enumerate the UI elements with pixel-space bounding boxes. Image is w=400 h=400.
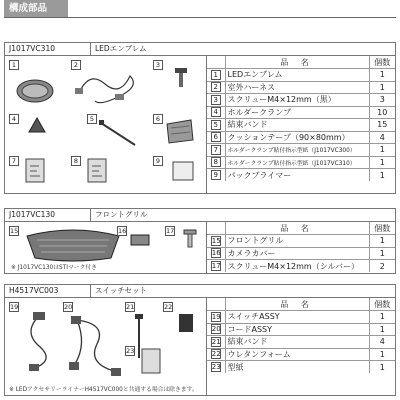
section-header bbox=[5, 285, 395, 298]
label-box: 22 bbox=[164, 303, 173, 311]
table-row bbox=[207, 131, 395, 144]
item-qty: 3 bbox=[369, 94, 395, 107]
note-text: ※ LEDアクセサリーライナーH4517VC000と共通する場合は除きます。 bbox=[9, 387, 198, 393]
item-name: カメラカバー bbox=[225, 247, 369, 260]
parts-list bbox=[207, 298, 395, 395]
table-row bbox=[207, 247, 395, 260]
item-no: 15 bbox=[211, 236, 221, 245]
table-row bbox=[207, 348, 395, 361]
item-name: パックプライマー bbox=[227, 170, 292, 180]
item-name: 型紙 bbox=[227, 362, 244, 372]
part-code: J1017VC310 bbox=[5, 43, 91, 55]
parts-table bbox=[207, 56, 395, 181]
table-row bbox=[207, 311, 395, 324]
table-row bbox=[207, 69, 395, 82]
col-qty: 個数 bbox=[369, 222, 395, 235]
label-box: 16 bbox=[118, 227, 127, 235]
item-qty: 1 bbox=[369, 348, 395, 361]
item-name: スイッチASSY bbox=[225, 311, 369, 324]
label-box: 1 bbox=[9, 60, 19, 70]
parts-table bbox=[207, 222, 395, 272]
table-row bbox=[207, 361, 395, 374]
table-row bbox=[207, 169, 395, 182]
label-box: 2 bbox=[71, 60, 81, 70]
part-group-name: LEDエンブレム bbox=[95, 44, 147, 53]
harness-drawing bbox=[75, 66, 145, 106]
col-qty: 個数 bbox=[369, 298, 395, 311]
item-name: コードASSY bbox=[225, 323, 369, 336]
label-box: 9 bbox=[153, 156, 163, 166]
col-name: 品 名 bbox=[225, 56, 369, 69]
item-qty: 4 bbox=[369, 336, 395, 349]
item-name: クッションテープ（90×80mm） bbox=[225, 131, 369, 144]
cushion-tape-drawing bbox=[165, 118, 195, 144]
item-qty: 4 bbox=[369, 131, 395, 144]
cable-tie-drawing bbox=[99, 118, 139, 148]
switch-assy-drawing bbox=[19, 312, 59, 372]
label-box: 17 bbox=[166, 227, 175, 235]
col-no bbox=[207, 222, 225, 235]
item-qty: 15 bbox=[369, 119, 395, 132]
parts-illustration bbox=[5, 56, 207, 193]
led-emblem-drawing bbox=[15, 78, 55, 104]
screw-drawing bbox=[173, 68, 189, 90]
item-qty: 1 bbox=[369, 323, 395, 336]
item-no: 1 bbox=[211, 70, 221, 80]
table-row bbox=[207, 323, 395, 336]
col-name: 品 名 bbox=[225, 222, 369, 235]
label-box: 6 bbox=[153, 114, 163, 124]
label-box: 8 bbox=[71, 156, 81, 166]
table-row bbox=[207, 119, 395, 132]
col-name: 品 名 bbox=[225, 298, 369, 311]
template-drawing-a bbox=[25, 158, 47, 184]
table-row bbox=[207, 260, 395, 273]
front-grille-drawing bbox=[23, 228, 123, 262]
item-no: 5 bbox=[211, 120, 221, 130]
page-title: 構成部品 bbox=[4, 0, 68, 17]
part-group-name: フロントグリル bbox=[95, 210, 148, 219]
item-qty: 1 bbox=[369, 81, 395, 94]
item-name: フロントグリル bbox=[225, 235, 369, 248]
table-row bbox=[207, 81, 395, 94]
item-no: 7 bbox=[211, 145, 221, 155]
col-qty: 個数 bbox=[369, 56, 395, 69]
label-box: 4 bbox=[9, 114, 19, 124]
item-no: 2 bbox=[211, 82, 221, 92]
item-qty: 1 bbox=[369, 311, 395, 324]
item-no: 23 bbox=[211, 363, 221, 371]
item-qty: 1 bbox=[369, 169, 395, 182]
part-group-name: スイッチセット bbox=[95, 286, 148, 295]
item-name: 室外ハーネス bbox=[225, 81, 369, 94]
item-qty: 1 bbox=[369, 247, 395, 260]
parts-list bbox=[207, 56, 395, 193]
item-qty: 1 bbox=[369, 156, 395, 169]
item-name: 結束バンド bbox=[225, 336, 369, 349]
screw-silver-drawing bbox=[183, 230, 197, 250]
camera-cover-drawing bbox=[129, 232, 151, 248]
urethane-foam-drawing bbox=[177, 312, 197, 334]
label-box: 3 bbox=[153, 60, 163, 70]
template-drawing bbox=[141, 348, 163, 376]
table-row bbox=[207, 106, 395, 119]
primer-drawing bbox=[171, 160, 195, 184]
part-code: H4517VC003 bbox=[5, 285, 91, 297]
item-no: 8 bbox=[211, 157, 221, 167]
label-box: 7 bbox=[9, 156, 19, 166]
label-box: 19 bbox=[10, 303, 19, 311]
parts-list bbox=[207, 222, 395, 273]
item-no: 6 bbox=[211, 132, 221, 142]
parts-illustration bbox=[5, 222, 207, 273]
template-drawing-b bbox=[87, 158, 109, 184]
table-row bbox=[207, 144, 395, 157]
table-row bbox=[207, 156, 395, 169]
item-no: 21 bbox=[211, 337, 221, 346]
parts-table bbox=[207, 298, 395, 373]
item-qty: 1 bbox=[369, 361, 395, 374]
section-front-grille bbox=[4, 208, 396, 274]
item-no: 22 bbox=[211, 350, 221, 359]
item-no: 19 bbox=[211, 312, 221, 321]
item-no: 20 bbox=[211, 325, 221, 334]
section-led-emblem bbox=[4, 42, 396, 194]
section-header bbox=[5, 43, 395, 56]
item-name: ホルダークランプ貼付指示型紙（J1017VC300） bbox=[225, 144, 369, 157]
section-switch-set bbox=[4, 284, 396, 396]
item-no: 9 bbox=[211, 170, 221, 180]
title-divider bbox=[4, 17, 396, 18]
item-qty: 2 bbox=[369, 260, 395, 273]
item-name: LEDエンブレム bbox=[225, 69, 369, 82]
item-name: スクリューM4×12mm（黒） bbox=[225, 94, 369, 107]
item-no: 17 bbox=[211, 262, 221, 270]
section-header bbox=[5, 209, 395, 222]
label-box: 21 bbox=[126, 303, 135, 311]
label-box: 23 bbox=[126, 347, 135, 355]
item-qty: 10 bbox=[369, 106, 395, 119]
item-no: 3 bbox=[211, 95, 221, 105]
item-name: スクリューM4×12mm（シルバー） bbox=[227, 261, 359, 271]
item-name: ホルダークランプ貼付指示型紙（J1017VC310） bbox=[225, 156, 369, 169]
table-row bbox=[207, 336, 395, 349]
note-text: ※ J1017VC130はSTIマーク付き bbox=[11, 265, 97, 271]
item-qty: 1 bbox=[369, 69, 395, 82]
item-qty: 1 bbox=[369, 235, 395, 248]
label-box: 20 bbox=[64, 303, 73, 311]
item-name: ウレタンフォーム bbox=[225, 348, 369, 361]
table-row bbox=[207, 94, 395, 107]
part-code: J1017VC130 bbox=[5, 209, 91, 221]
holder-clamp-drawing bbox=[27, 116, 47, 134]
table-row bbox=[207, 235, 395, 248]
item-qty: 1 bbox=[369, 144, 395, 157]
item-no: 4 bbox=[211, 107, 221, 117]
item-name: ホルダークランプ bbox=[225, 106, 369, 119]
item-name: 結束バンド bbox=[225, 119, 369, 132]
col-no bbox=[207, 298, 225, 311]
label-box: 15 bbox=[10, 227, 19, 235]
col-no bbox=[207, 56, 225, 69]
item-no: 16 bbox=[211, 249, 221, 258]
parts-illustration bbox=[5, 298, 207, 395]
label-box: 5 bbox=[87, 114, 97, 124]
